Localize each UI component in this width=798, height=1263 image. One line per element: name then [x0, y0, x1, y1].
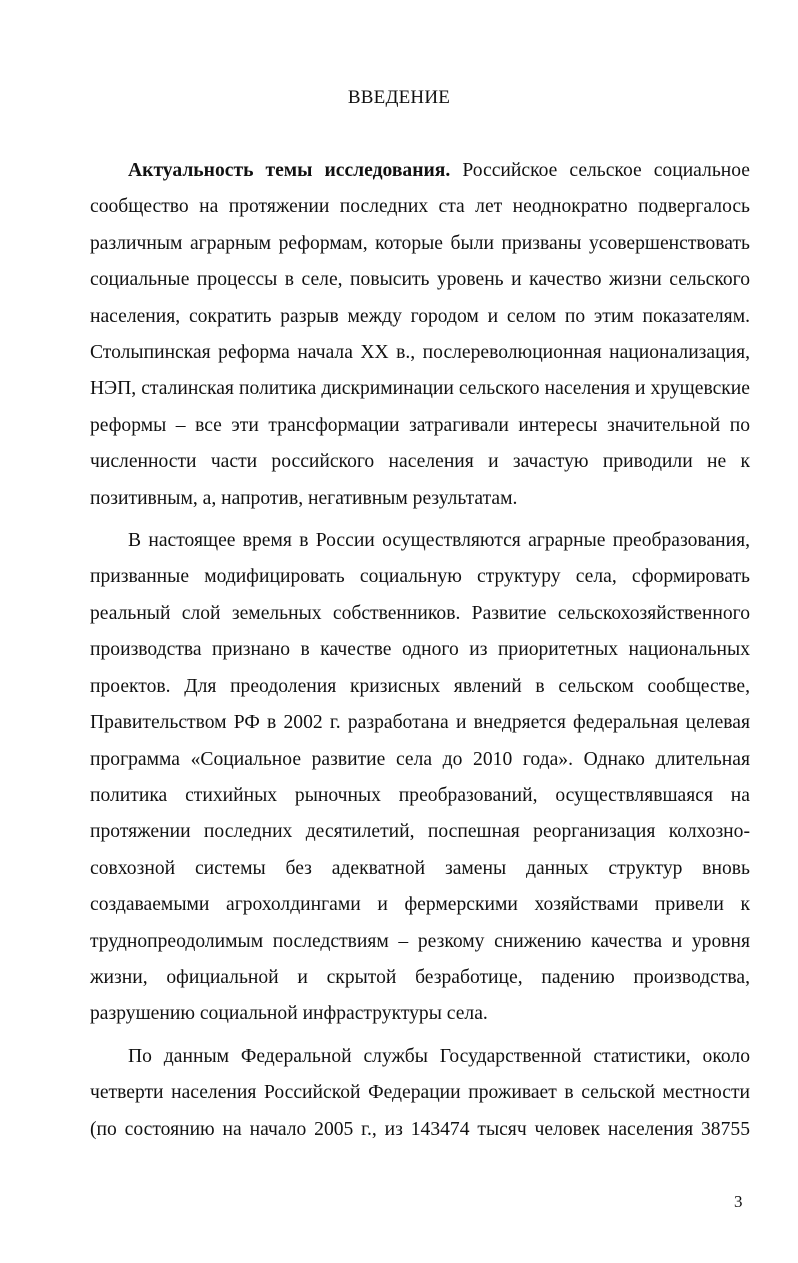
- page-number: 3: [734, 1192, 743, 1211]
- paragraph-text: В настоящее время в России осуществляются аграрные преобразования, призванные модифицировать социальную структуру села, сформировать реальный слой земельных собственников. Развитие сельскохозяйственного производства признано в качестве одного из приоритетных национальных проектов. Для преодоления кризисных явлений в сельском сообществе, Правительством РФ в 2002 г. разработана и внедряется федеральная целевая программа «Социальное развитие села до 2010 года». Однако длительная политика стихийных рыночных преобразований, осуществлявшаяся на протяжении последних десятилетий, поспешная реорганизация колхозно-совхозной системы без адекватной замены данных структур вновь создаваемыми агрохолдингами и фермерскими хозяйствами привели к труднопреодолимым последствиям – резкому снижению качества и уровня жизни, официальной и скрытой безработице, падению производства, разрушению социальной инфраструктуры села.: [90, 530, 750, 1025]
- paragraph-text: По данным Федеральной службы Государственной статистики, около четверти населения Российской Федерации проживает в сельской местности (по состоянию на начало 2005 г., из 143474 тысяч человек населения 38755: [90, 1045, 750, 1140]
- section-heading: ВВЕДЕНИЕ: [347, 87, 451, 108]
- paragraph-lead: Актуальность темы исследования.: [128, 160, 451, 181]
- paragraph-current-reforms: [90, 523, 750, 1033]
- paragraph-statistics: [90, 1039, 750, 1148]
- paragraph-relevance: [90, 153, 750, 517]
- body-text: [90, 153, 750, 1148]
- paragraph-text: Российское сельское социальное сообщество на протяжении последних ста лет неоднократно подвергалось различным аграрным реформам, которые были призваны усовершенствовать социальные процессы в селе, повысить уровень и качество жизни сельского населения, сократить разрыв между городом и селом по этим показателям. Столыпинская реформа начала XX в., послереволюционная национализация, НЭП, сталинская политика дискриминации сельского населения и хрущевские реформы – все эти трансформации затрагивали интересы значительной по численности части российского населения и зачастую приводили не к позитивным, а, напротив, негативным результатам.: [90, 160, 750, 509]
